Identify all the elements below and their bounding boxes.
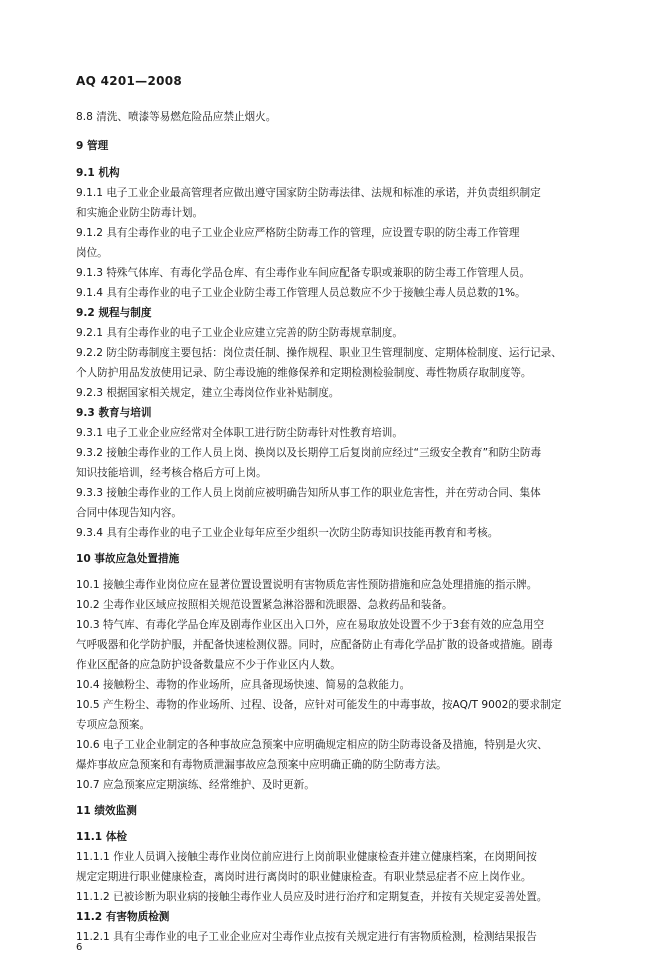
- clause-11-1-1-cont: 规定定期进行职业健康检查，离岗时进行离岗时的职业健康检查。有职业禁忌症者不应上岗作业。: [76, 871, 532, 883]
- clause-9-3-1: 9.3.1 电子工业企业应经常对全体职工进行防尘防毒针对性教育培训。: [76, 427, 403, 439]
- clause-10-4: 10.4 接触粉尘、毒物的作业场所，应具备现场快速、简易的急救能力。: [76, 679, 411, 691]
- heading-9-3: 9.3 教育与培训: [76, 407, 152, 419]
- clause-9-2-2-cont: 个人防护用品发放使用记录、防尘毒设施的维修保养和定期检测检验制度、毒性物质存取制度等。: [76, 367, 532, 379]
- clause-9-1-3: 9.1.3 特殊气体库、有毒化学品仓库、有尘毒作业车间应配备专职或兼职的防尘毒工作管理人员。: [76, 267, 531, 279]
- heading-9-1: 9.1 机构: [76, 167, 120, 179]
- clause-9-1-2-cont: 岗位。: [76, 247, 108, 259]
- clause-10-3-cont-1: 气呼吸器和化学防护服，并配备快速检测仪器。同时，应配备防止有毒化学品扩散的设备或措施。剧毒: [76, 639, 553, 651]
- clause-11-2-1: 11.2.1 具有尘毒作业的电子工业企业应对尘毒作业点按有关规定进行有害物质检测，检测结果报告: [76, 931, 537, 943]
- clause-9-3-3-cont: 合同中体现告知内容。: [76, 507, 182, 519]
- section-10-title: 10 事故应急处置措施: [76, 553, 180, 565]
- clause-10-7: 10.7 应急预案应定期演练、经常维护、及时更新。: [76, 779, 315, 791]
- heading-9-2: 9.2 规程与制度: [76, 307, 152, 319]
- clause-9-1-1-cont: 和实施企业防尘防毒计划。: [76, 207, 204, 219]
- standard-code: AQ 4201—2008: [76, 74, 183, 88]
- clause-9-2-2: 9.2.2 防尘防毒制度主要包括：岗位责任制、操作规程、职业卫生管理制度、定期体检制度、运行记录、: [76, 347, 562, 359]
- clause-10-6: 10.6 电子工业企业制定的各种事故应急预案中应明确规定相应的防尘防毒设备及措施，特别是火灾、: [76, 739, 548, 751]
- clause-9-2-3: 9.2.3 根据国家相关规定，建立尘毒岗位作业补贴制度。: [76, 387, 340, 399]
- clause-10-1: 10.1 接触尘毒作业岗位应在显著位置设置说明有害物质危害性预防措施和应急处理措施的指示牌。: [76, 579, 538, 591]
- heading-11-2: 11.2 有害物质检测: [76, 911, 170, 923]
- clause-9-3-4: 9.3.4 具有尘毒作业的电子工业企业每年应至少组织一次防尘防毒知识技能再教育和考核。: [76, 527, 499, 539]
- clause-10-6-cont: 爆炸事故应急预案和有毒物质泄漏事故应急预案中应明确正确的防尘防毒方法。: [76, 759, 447, 771]
- clause-9-2-1: 9.2.1 具有尘毒作业的电子工业企业应建立完善的防尘防毒规章制度。: [76, 327, 403, 339]
- clause-11-1-2: 11.1.2 已被诊断为职业病的接触尘毒作业人员应及时进行治疗和定期复查，并按有关规定妥善处置。: [76, 891, 548, 903]
- heading-11-1: 11.1 体检: [76, 831, 128, 843]
- clause-9-1-1: 9.1.1 电子工业企业最高管理者应做出遵守国家防尘防毒法律、法规和标准的承诺，并负责组织制定: [76, 187, 541, 199]
- clause-9-1-2: 9.1.2 具有尘毒作业的电子工业企业应严格防尘防毒工作的管理，应设置专职的防尘毒工作管理: [76, 227, 520, 239]
- clause-10-5-cont: 专项应急预案。: [76, 719, 151, 731]
- clause-9-3-2: 9.3.2 接触尘毒作业的工作人员上岗、换岗以及长期停工后复岗前应经过“三级安全教育”和防尘防毒: [76, 447, 542, 459]
- section-11-title: 11 绩效监测: [76, 805, 137, 817]
- page-number: 6: [76, 942, 83, 953]
- clause-10-3: 10.3 特气库、有毒化学品仓库及剧毒作业区出入口外，应在易取放处设置不少于3套有效的应急用空: [76, 619, 545, 631]
- clause-9-3-2-cont: 知识技能培训，经考核合格后方可上岗。: [76, 467, 267, 479]
- clause-8-8: 8.8 清洗、喷漆等易燃危险品应禁止烟火。: [76, 111, 277, 123]
- clause-11-1-1: 11.1.1 作业人员调入接触尘毒作业岗位前应进行上岗前职业健康检查并建立健康档案，在岗期间按: [76, 851, 537, 863]
- clause-10-3-cont-2: 作业区配备的应急防护设备数量应不少于作业区内人数。: [76, 659, 341, 671]
- clause-10-2: 10.2 尘毒作业区域应按照相关规范设置紧急淋浴器和洗眼器、急救药品和装备。: [76, 599, 453, 611]
- clause-9-1-4: 9.1.4 具有尘毒作业的电子工业企业防尘毒工作管理人员总数应不少于接触尘毒人员总数的1%。: [76, 287, 526, 299]
- clause-10-5: 10.5 产生粉尘、毒物的作业场所、过程、设备，应针对可能发生的中毒事故，按AQ/T 9002的要求制定: [76, 699, 562, 711]
- section-9-title: 9 管理: [76, 140, 109, 152]
- clause-9-3-3: 9.3.3 接触尘毒作业的工作人员上岗前应被明确告知所从事工作的职业危害性，并在劳动合同、集体: [76, 487, 541, 499]
